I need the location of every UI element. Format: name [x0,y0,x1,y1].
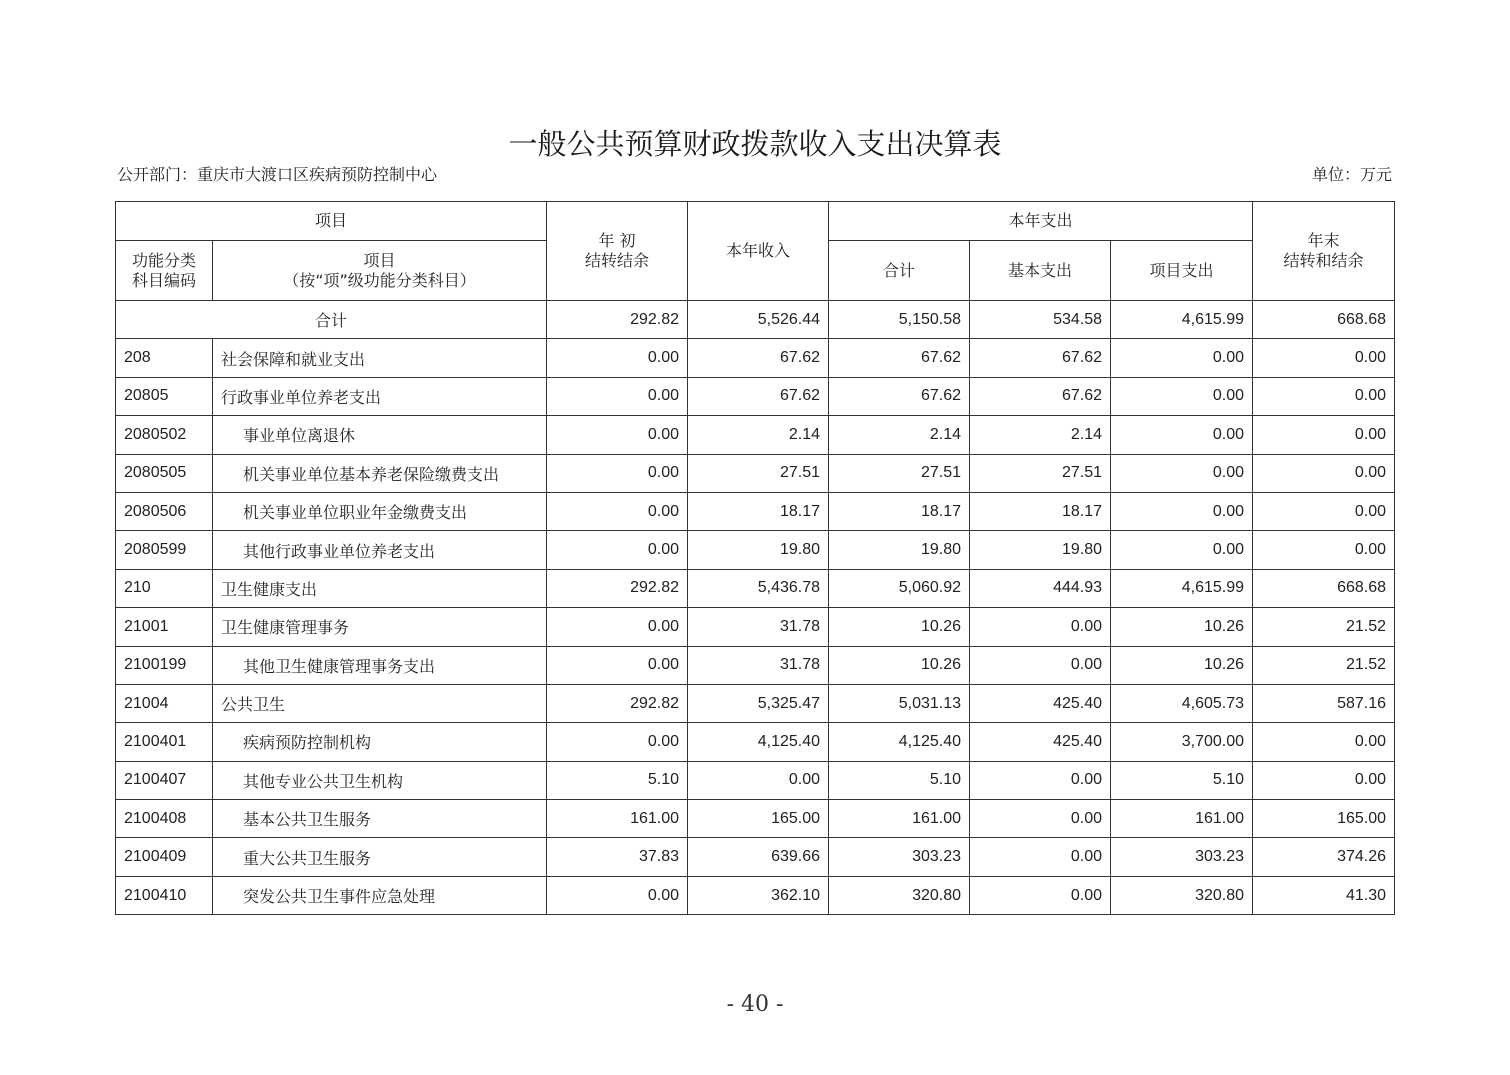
header-begin-line2: 结转结余 [585,251,650,270]
unit-label: 单位：万元 [1311,165,1392,184]
table-row [116,800,1395,838]
cell-begin: 161.00 [547,800,688,838]
cell-expense-basic: 18.17 [970,492,1111,530]
header-end-balance [1253,202,1395,301]
cell-name: 机关事业单位基本养老保险缴费支出 [213,454,547,492]
cell-end: 0.00 [1253,761,1395,799]
total-income: 5,526.44 [688,301,829,339]
budget-table [115,201,1395,915]
page-number: - 40 - [726,992,784,1017]
cell-code: 20805 [116,377,213,415]
cell-code: 2100401 [116,723,213,761]
cell-begin: 0.00 [547,608,688,646]
cell-name: 重大公共卫生服务 [213,838,547,876]
cell-begin: 292.82 [547,684,688,722]
cell-expense-basic: 0.00 [970,608,1111,646]
cell-expense-project: 5.10 [1111,761,1253,799]
header-expense-group: 本年支出 [829,202,1253,241]
cell-expense-total: 4,125.40 [829,723,970,761]
cell-end: 0.00 [1253,492,1395,530]
total-end: 668.68 [1253,301,1395,339]
cell-income: 165.00 [688,800,829,838]
header-name-line2: （按“项”级功能分类科目） [283,270,476,290]
cell-expense-project: 10.26 [1111,646,1253,684]
header-begin-balance [547,202,688,301]
cell-expense-basic: 425.40 [970,684,1111,722]
cell-begin: 37.83 [547,838,688,876]
cell-name: 卫生健康支出 [213,569,547,607]
cell-end: 0.00 [1253,531,1395,569]
cell-name: 事业单位离退休 [213,416,547,454]
cell-code: 2080506 [116,492,213,530]
cell-expense-total: 10.26 [829,646,970,684]
cell-expense-project: 303.23 [1111,838,1253,876]
cell-expense-basic: 425.40 [970,723,1111,761]
cell-income: 2.14 [688,416,829,454]
cell-code: 208 [116,339,213,377]
total-project: 4,615.99 [1111,301,1253,339]
header-item-group: 项目 [116,202,547,241]
cell-expense-basic: 2.14 [970,416,1111,454]
cell-begin: 0.00 [547,876,688,914]
cell-begin: 0.00 [547,492,688,530]
cell-name: 机关事业单位职业年金缴费支出 [213,492,547,530]
header-begin-line1: 年 初 [598,231,636,250]
cell-expense-total: 27.51 [829,454,970,492]
cell-expense-project: 0.00 [1111,531,1253,569]
cell-name: 行政事业单位养老支出 [213,377,547,415]
header-code-line1: 功能分类 [131,250,196,270]
cell-income: 31.78 [688,608,829,646]
cell-begin: 0.00 [547,646,688,684]
cell-name: 公共卫生 [213,684,547,722]
cell-expense-project: 161.00 [1111,800,1253,838]
cell-begin: 0.00 [547,416,688,454]
cell-expense-project: 320.80 [1111,876,1253,914]
cell-name: 其他行政事业单位养老支出 [213,531,547,569]
cell-expense-total: 19.80 [829,531,970,569]
cell-expense-basic: 0.00 [970,876,1111,914]
cell-expense-total: 5,060.92 [829,569,970,607]
cell-expense-basic: 27.51 [970,454,1111,492]
cell-begin: 0.00 [547,377,688,415]
cell-end: 21.52 [1253,646,1395,684]
cell-code: 2100410 [116,876,213,914]
total-begin: 292.82 [547,301,688,339]
cell-code: 2100408 [116,800,213,838]
cell-name: 基本公共卫生服务 [213,800,547,838]
cell-income: 31.78 [688,646,829,684]
cell-expense-project: 0.00 [1111,377,1253,415]
cell-income: 5,436.78 [688,569,829,607]
cell-code: 2100409 [116,838,213,876]
cell-code: 2100199 [116,646,213,684]
cell-expense-basic: 0.00 [970,838,1111,876]
cell-income: 67.62 [688,377,829,415]
total-expense: 5,150.58 [829,301,970,339]
table-row [116,646,1395,684]
header-exp-basic: 基本支出 [970,241,1111,301]
header-code [116,241,213,301]
table-row [116,339,1395,377]
cell-income: 27.51 [688,454,829,492]
header-name-line1: 项目 [363,250,396,270]
cell-expense-total: 67.62 [829,339,970,377]
cell-income: 362.10 [688,876,829,914]
cell-name: 社会保障和就业支出 [213,339,547,377]
cell-expense-total: 320.80 [829,876,970,914]
cell-expense-project: 4,615.99 [1111,569,1253,607]
cell-end: 0.00 [1253,416,1395,454]
cell-expense-total: 5,031.13 [829,684,970,722]
cell-code: 21004 [116,684,213,722]
header-exp-total: 合计 [829,241,970,301]
cell-code: 2080502 [116,416,213,454]
cell-expense-project: 0.00 [1111,454,1253,492]
cell-expense-basic: 0.00 [970,646,1111,684]
cell-end: 0.00 [1253,339,1395,377]
table-row [116,723,1395,761]
cell-income: 19.80 [688,531,829,569]
cell-begin: 0.00 [547,531,688,569]
cell-end: 165.00 [1253,800,1395,838]
header-end-line2: 结转和结余 [1283,251,1364,270]
cell-expense-total: 2.14 [829,416,970,454]
cell-expense-project: 0.00 [1111,339,1253,377]
table-row [116,492,1395,530]
table-row [116,761,1395,799]
cell-end: 668.68 [1253,569,1395,607]
cell-begin: 0.00 [547,339,688,377]
cell-name: 突发公共卫生事件应急处理 [213,876,547,914]
cell-begin: 5.10 [547,761,688,799]
header-name [213,241,547,301]
cell-code: 2080505 [116,454,213,492]
table-row [116,684,1395,722]
cell-name: 疾病预防控制机构 [213,723,547,761]
cell-begin: 0.00 [547,454,688,492]
cell-expense-total: 67.62 [829,377,970,415]
table-row [116,416,1395,454]
cell-expense-basic: 444.93 [970,569,1111,607]
cell-expense-total: 10.26 [829,608,970,646]
cell-expense-total: 18.17 [829,492,970,530]
cell-name: 其他卫生健康管理事务支出 [213,646,547,684]
header-exp-project: 项目支出 [1111,241,1253,301]
table-row [116,531,1395,569]
cell-expense-total: 161.00 [829,800,970,838]
cell-end: 41.30 [1253,876,1395,914]
cell-code: 2080599 [116,531,213,569]
cell-income: 5,325.47 [688,684,829,722]
cell-code: 210 [116,569,213,607]
cell-begin: 292.82 [547,569,688,607]
total-basic: 534.58 [970,301,1111,339]
cell-expense-project: 3,700.00 [1111,723,1253,761]
cell-begin: 0.00 [547,723,688,761]
cell-expense-basic: 67.62 [970,339,1111,377]
cell-code: 2100407 [116,761,213,799]
cell-end: 0.00 [1253,723,1395,761]
cell-end: 0.00 [1253,454,1395,492]
cell-expense-basic: 67.62 [970,377,1111,415]
cell-expense-total: 303.23 [829,838,970,876]
cell-income: 0.00 [688,761,829,799]
page-title: 一般公共预算财政拨款收入支出决算表 [508,127,1002,161]
cell-income: 4,125.40 [688,723,829,761]
table-header [116,202,1395,301]
cell-expense-project: 0.00 [1111,416,1253,454]
total-label: 合计 [116,301,547,339]
cell-expense-project: 4,605.73 [1111,684,1253,722]
table-body [116,301,1395,915]
header-income: 本年收入 [688,202,829,301]
table-row [116,377,1395,415]
cell-income: 18.17 [688,492,829,530]
header-end-line1: 年末 [1307,231,1340,250]
cell-name: 其他专业公共卫生机构 [213,761,547,799]
cell-income: 639.66 [688,838,829,876]
cell-expense-total: 5.10 [829,761,970,799]
cell-end: 374.26 [1253,838,1395,876]
table-row [116,454,1395,492]
cell-income: 67.62 [688,339,829,377]
cell-name: 卫生健康管理事务 [213,608,547,646]
cell-code: 21001 [116,608,213,646]
cell-expense-basic: 0.00 [970,761,1111,799]
cell-expense-basic: 0.00 [970,800,1111,838]
cell-expense-project: 10.26 [1111,608,1253,646]
total-row [116,301,1395,339]
table-row [116,608,1395,646]
cell-expense-project: 0.00 [1111,492,1253,530]
cell-end: 587.16 [1253,684,1395,722]
department-label: 公开部门：重庆市大渡口区疾病预防控制中心 [117,165,438,184]
cell-end: 21.52 [1253,608,1395,646]
header-code-line2: 科目编码 [131,270,196,290]
table-row [116,838,1395,876]
table-row [116,569,1395,607]
cell-end: 0.00 [1253,377,1395,415]
table-row [116,876,1395,914]
cell-expense-basic: 19.80 [970,531,1111,569]
